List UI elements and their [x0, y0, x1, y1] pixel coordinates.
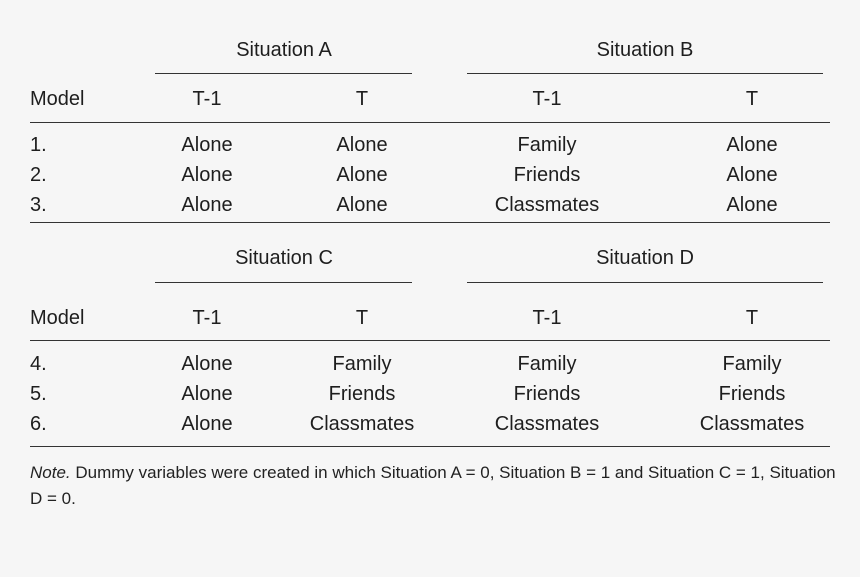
- group-rule-c: [155, 282, 412, 283]
- table-cell: Friends: [328, 383, 396, 405]
- table-cell-model: 4.: [30, 353, 47, 375]
- table-cell: Friends: [513, 383, 581, 405]
- table-cell: Classmates: [494, 194, 600, 216]
- group-rule-a: [155, 73, 412, 74]
- table-cell-model: 6.: [30, 413, 47, 435]
- table-cell: Family: [517, 134, 577, 156]
- group-header-situation-b: Situation B: [596, 39, 694, 61]
- table-cell: Family: [332, 353, 392, 375]
- table-cell: Family: [722, 353, 782, 375]
- table-cell: Alone: [181, 353, 233, 375]
- table-cell: Alone: [336, 134, 388, 156]
- table-cell: Family: [517, 353, 577, 375]
- group-header-situation-a: Situation A: [236, 39, 332, 61]
- column-header-model: Model: [30, 307, 85, 329]
- table-cell: Alone: [726, 194, 778, 216]
- column-header-t: T: [745, 88, 759, 110]
- table-cell: Alone: [181, 134, 233, 156]
- group-header-situation-d: Situation D: [596, 247, 694, 269]
- table-cell-model: 1.: [30, 134, 47, 156]
- table-cell: Alone: [726, 164, 778, 186]
- table-cell: Alone: [336, 194, 388, 216]
- header-rule: [30, 340, 830, 341]
- table-cell: Classmates: [699, 413, 805, 435]
- table-cell: Alone: [336, 164, 388, 186]
- table-cell: Alone: [181, 383, 233, 405]
- note-label: Note.: [30, 463, 71, 482]
- table-note: [30, 460, 840, 512]
- group-header-situation-c: Situation C: [235, 247, 333, 269]
- table-bottom-rule: [30, 446, 830, 447]
- column-header-t-minus-1: T-1: [532, 88, 562, 110]
- section-rule: [30, 222, 830, 223]
- table-cell: Friends: [513, 164, 581, 186]
- note-text: Dummy variables were created in which Situation A = 0, Situation B = 1 and Situation C = 1, Situation D = 0.: [30, 463, 836, 508]
- table-cell-model: 5.: [30, 383, 47, 405]
- table-cell: Alone: [181, 413, 233, 435]
- table-cell: Friends: [718, 383, 786, 405]
- table-cell-model: 3.: [30, 194, 47, 216]
- group-rule-b: [467, 73, 823, 74]
- column-header-t: T: [355, 307, 369, 329]
- column-header-t-minus-1: T-1: [192, 307, 222, 329]
- column-header-t-minus-1: T-1: [532, 307, 562, 329]
- table-cell-model: 2.: [30, 164, 47, 186]
- column-header-model: Model: [30, 88, 85, 110]
- column-header-t-minus-1: T-1: [192, 88, 222, 110]
- column-header-t: T: [355, 88, 369, 110]
- table-cell: Classmates: [494, 413, 600, 435]
- table-cell: Alone: [726, 134, 778, 156]
- table-cell: Alone: [181, 194, 233, 216]
- table-cell: Classmates: [309, 413, 415, 435]
- header-rule: [30, 122, 830, 123]
- group-rule-d: [467, 282, 823, 283]
- table-cell: Alone: [181, 164, 233, 186]
- column-header-t: T: [745, 307, 759, 329]
